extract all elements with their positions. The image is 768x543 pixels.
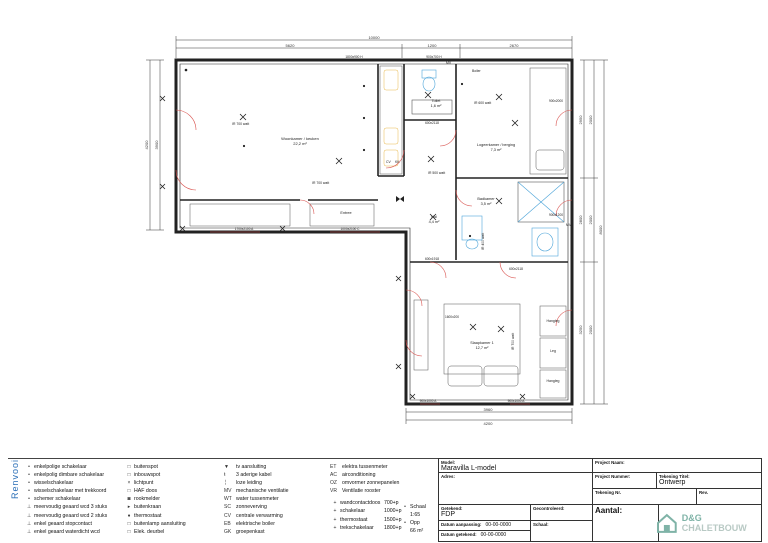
legend-scale: • Schaal 1:65 • Opp 66 m² <box>404 504 426 535</box>
bedroom-furniture <box>414 300 566 398</box>
legend-item: • wisselschakelaar met trekkoord <box>24 487 107 495</box>
legend-item: ⊥ enkel geaard waterdicht wcd <box>24 528 107 536</box>
address-cell: Adres: <box>439 473 593 505</box>
legend-height-item: + trekschakelaar 1800+p <box>333 524 402 531</box>
recessed-spot-icon: □ <box>127 472 131 479</box>
window-label-1: 1800x900 H <box>345 55 363 59</box>
haf-box-icon: □ <box>127 488 131 495</box>
dim-top-1: 5620 <box>285 43 295 48</box>
label-mv2: MV <box>566 223 572 227</box>
dusk-switch-icon: • <box>28 496 30 503</box>
legend-item: □ Elek. deurbel <box>124 528 186 536</box>
doorbell-icon: □ <box>127 528 131 535</box>
model-cell: Model: Maravilla L-model <box>439 459 593 473</box>
room-bedroom-area: 12,7 m² <box>475 346 489 350</box>
room-hall-area: 4,4 m² <box>428 220 440 224</box>
two-way-switch-icon: • <box>28 480 30 487</box>
window-label-10: 1600x200 <box>444 315 460 319</box>
legend-item: • enkelpolig dimbare schakelaar <box>24 471 107 479</box>
dim-right-2000c: 2000 <box>588 325 593 335</box>
scale-value: 1:65 <box>410 512 421 519</box>
switch-symbols <box>185 69 471 237</box>
label-ir700c: IR 700 watt <box>511 332 515 350</box>
brand-name: D&G CHALETBOUW <box>681 513 747 533</box>
drawn-by-cell: Getekend: FDP <box>439 505 531 521</box>
revision-cell: Rev. <box>697 489 761 505</box>
date-modified-cell: Datum aanpassing: 00-00-0000 <box>439 521 531 531</box>
legend-column-installations <box>224 463 288 536</box>
label-hangleg-2: Hangleg <box>546 379 560 383</box>
room-toilet-area: 1,6 m² <box>430 104 442 108</box>
legend-item: GK groepenkast <box>224 528 265 535</box>
room-guest-area: 7,3 m² <box>490 148 502 152</box>
right-dimensions <box>580 60 608 404</box>
legend-item: ET elektra tussenmeter <box>330 464 388 470</box>
legend-height-item: + wandcontactdoos 700+p <box>333 500 399 507</box>
legend-item: WT water tussenmeter <box>224 496 279 503</box>
light-markers <box>160 92 525 399</box>
legend-item: ╎ loze leiding <box>224 480 262 487</box>
label-ir700: IR 700 watt <box>232 122 250 126</box>
drawing-number-cell: Tekening Nr. <box>593 489 697 505</box>
legend-column-switches <box>24 463 107 536</box>
outdoor-lamp-icon: □ <box>127 520 131 527</box>
window-label-8: 600x2118 <box>509 267 523 271</box>
dim-top-3: 2670 <box>509 43 519 48</box>
project-name-cell: Project Naam: <box>593 459 761 473</box>
window-label-9: 900x1200 <box>548 213 564 217</box>
legend-title: Renvooi <box>10 458 20 499</box>
legend-item: EB elektrische boiler <box>224 520 275 527</box>
dim-left-b: 3900 <box>154 140 159 150</box>
area-value: 66 m² <box>410 528 424 535</box>
outdoor-spot-icon: □ <box>127 464 131 470</box>
company-logo <box>656 512 768 534</box>
scale-label: Schaal <box>410 504 426 510</box>
legend-item: □ inbouwspot <box>124 471 186 479</box>
area-label: Opp <box>410 520 420 527</box>
legend-item: CV centrale verwarming <box>224 512 283 519</box>
legend-item: □ HAF doos <box>124 487 186 495</box>
label-ir700b: IR 700 watt <box>312 181 330 185</box>
dimmer-switch-icon: • <box>28 472 30 479</box>
window-label-12: 900x1000 A <box>507 399 525 403</box>
label-leg: Leg <box>550 349 556 353</box>
dim-right-mid: 2800 <box>578 215 583 225</box>
smoke-detector-icon: ◙ <box>127 496 131 503</box>
label-mv: MV <box>446 61 452 65</box>
legend-height-item: + schakelaar 1000+p <box>333 508 402 515</box>
legend-item: AC airconditioning <box>330 472 376 479</box>
date-drawn-value: 00-00-0000 <box>480 532 507 538</box>
socket-single-icon: ⊥ <box>26 520 32 527</box>
window-label-4: 1700x2100 A <box>234 227 254 231</box>
room-toilet-name: Toilet <box>431 99 441 103</box>
tv-outlet-icon: ▼ <box>224 464 229 470</box>
legend-item: ŧ 3 aderige kabel <box>224 472 272 479</box>
drawing-title-value: Ontwerp <box>659 479 686 486</box>
label-ir400: IR 400 watt <box>481 232 485 250</box>
quantity-label: Aantal: <box>595 506 623 515</box>
dim-bottom-seg: 3960 <box>483 407 493 412</box>
window-label-11: 900x1000 A <box>419 399 437 403</box>
scale-cell: Schaal: <box>531 521 593 541</box>
dim-right-upper: 2950 <box>578 115 583 125</box>
room-living-area: 22,2 m² <box>293 141 307 146</box>
legend-item: MV mechanische ventilatie <box>224 488 289 495</box>
dim-right-overall: 8000 <box>598 225 603 235</box>
date-modified-value: 00-00-0000 <box>485 522 512 528</box>
house-icon <box>656 512 678 534</box>
dim-bottom-total: 4200 <box>483 421 493 426</box>
label-ir500: IR 500 watt <box>428 171 446 175</box>
legend-item: SC zonneverving <box>224 504 267 511</box>
empty-conduit-icon: ╎ <box>224 480 228 487</box>
window-label-7: 600x1918 <box>424 257 440 261</box>
dim-right-low: 3250 <box>578 325 583 335</box>
label-ir600: IR 600 watt <box>474 101 492 105</box>
legend-item: × lichtpunt <box>124 479 186 487</box>
light-point-icon: × <box>127 480 131 487</box>
socket-double-icon: ⊥ <box>26 512 32 519</box>
project-number-cell: Project Nummer: <box>593 473 657 489</box>
socket-waterproof-icon: ⊥ <box>26 528 32 535</box>
legend-item: ♦ thermostaat <box>124 512 186 520</box>
guest-bed <box>530 68 566 174</box>
legend-item: □ buitenspot <box>124 463 186 471</box>
model-value: Maravilla L-model <box>441 465 497 472</box>
room-hall-name: Hal <box>431 215 437 219</box>
dim-top-2: 1200 <box>427 43 437 48</box>
dim-right-2000a: 2000 <box>588 115 593 125</box>
window-label-2: 900x700 H <box>426 55 442 59</box>
legend-column-lights <box>124 463 186 536</box>
drawing-title-cell: Tekening Titel: Ontwerp <box>657 473 761 489</box>
window-label-5: 1000x2100 C <box>340 227 360 231</box>
bathroom-fixtures <box>462 182 564 256</box>
checked-by-cell: Gecontroleerd: <box>531 505 593 521</box>
legend-item: • wisselschakelaar <box>24 479 107 487</box>
legend-item: ▼ tv aansluiting <box>224 464 267 470</box>
legend-item: • enkelpolige schakelaar <box>24 463 107 471</box>
dim-right-2000b: 2000 <box>588 215 593 225</box>
room-guest-name: Logeerkamer / berging <box>476 143 516 147</box>
drawn-by-value: FDP <box>441 511 455 518</box>
room-bath-name: Badkamer <box>477 197 495 201</box>
window-label-6: 600x2118 <box>425 121 439 125</box>
legend-item: ⊥ meervoudig geaard wcd 2 stuks <box>24 512 107 520</box>
legend <box>8 458 438 541</box>
legend-item: ⊥ enkel geaard stopcontact <box>24 520 107 528</box>
room-bath-area: 3,5 m² <box>480 202 492 206</box>
outdoor-tap-icon: ▸ <box>127 504 131 511</box>
legend-item: ▸ buitenkraan <box>124 503 186 511</box>
legend-height-item: + thermostaat 1500+p <box>333 516 402 523</box>
pull-switch-icon: • <box>28 488 30 495</box>
dim-left-a: 4200 <box>144 140 149 150</box>
room-entree: Entree <box>340 211 352 215</box>
label-hangleg-1: Hangleg <box>546 319 560 323</box>
legend-item: OZ omvormer zonnepanelen <box>330 480 400 487</box>
socket-triple-icon: ⊥ <box>26 504 32 511</box>
switch-icon: • <box>28 464 30 470</box>
room-bedroom-name: Slaapkamer 1 <box>470 341 494 345</box>
dim-total-width: 10000 <box>368 35 380 40</box>
label-kk: KK <box>395 160 400 164</box>
legend-item: □ buitenlamp aansluiting <box>124 520 186 528</box>
date-drawn-cell: Datum getekend: 00-00-0000 <box>439 531 531 541</box>
kitchen-counter <box>190 66 402 226</box>
doors <box>176 110 572 404</box>
room-living-name: Woonkamer / keuken <box>281 136 319 141</box>
legend-item: ◙ rookmelder <box>124 495 186 503</box>
thermostat-icon: ♦ <box>127 512 131 519</box>
cable-icon: ŧ <box>224 472 226 479</box>
legend-item: VR Ventilatie rooster <box>330 488 381 495</box>
legend-item: ⊥ meervoudig geaard wcd 3 stuks <box>24 503 107 511</box>
quantity-cell <box>593 505 659 541</box>
window-label-3: 900x2000 <box>548 99 564 103</box>
legend-item: • schemer schakelaar <box>24 495 107 503</box>
label-boiler: Boiler <box>472 69 481 73</box>
label-cv: CV <box>386 160 391 164</box>
